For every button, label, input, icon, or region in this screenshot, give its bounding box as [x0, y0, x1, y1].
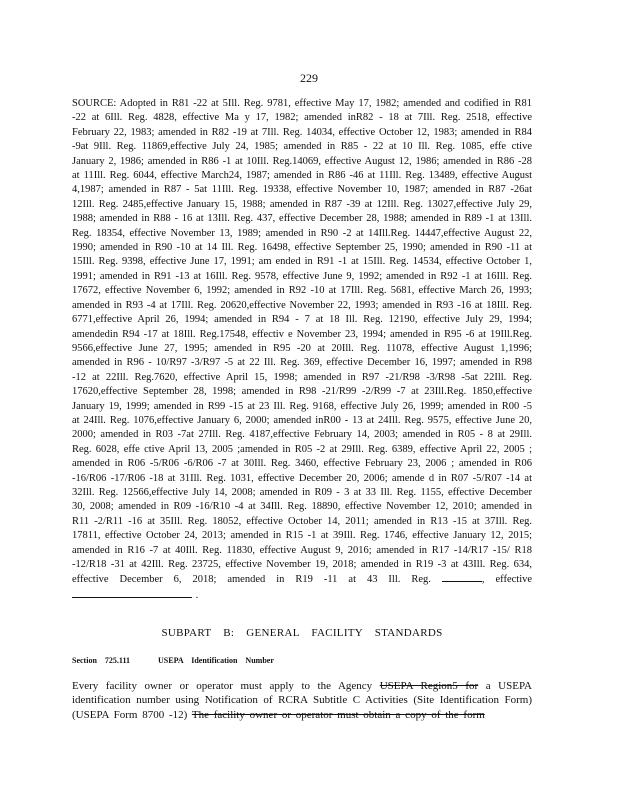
source-text: SOURCE: Adopted in R81 -22 at 5Ill. Reg. 9781, effective May 17, 1982; amended and codified in R81 -22 at 6Ill. Reg. 4828, effective Ma y 17, 1982; amended inR82 - 18 at 7Ill. Reg. 2518, effective February 22, 1983; amended in R82 -19 at 7Ill. Reg. 14034, effective October 12, 1983; amended in R84 -9at 9Ill. Reg. 11869,effective July 24, 1985; amended in R85 - 22 at 10 Ill. Reg. 1085, effe ctive January 2, 1986; amended in R86 -1 at 10Ill. Reg.14069, effective August 12, 1986; amended in R86 -28 at 11Ill. Reg. 6044, effective March24, 1987; amended in R86 -46 at 11Ill. Reg. 13489, effective August 4,1987; amended in R87 - 5at 11Ill. Reg. 19338, effective November 10, 1987; amended in R87 -26at 12Ill. Reg. 2485,effective January 15, 1988; amended in R87 -39 at 12Ill. Reg. 13027,effective July 29, 1988; amended in R88 - 16 at 13Ill. Reg. 437, effective December 28, 1988; amended in R89 -1 at 13Ill. Reg. 18354, effective November 13, 1989; amended in R90 -2 at 14Ill.Reg. 14447,effective August 22, 1990; amended in R90 -10 at 14 Ill. Reg. 16498, effective September 25, 1990; amended in R90 -11 at 15Ill. Reg. 9398, effective June 17, 1991; am ended in R91 -1 at 15Ill. Reg. 14534, effective October 1, 1991; amended in R91 -13 at 16Ill. Reg. 9578, effective June 9, 1992; amended in R92 -1 at 16Ill. Reg. 17672, effective November 6, 1992; amended in R92 -10 at 17Ill. Reg. 5681, effective March 26, 1993; amended in R93 -4 at 17Ill. Reg. 20620,effective November 22, 1993; amended in R93 -16 at 18Ill. Reg. 6771,effective April 26, 1994; amended in R94 - 7 at 18 Ill. Reg. 12190, effective July 29, 1994; amendedin R94 -17 at 18Ill. Reg.17548, effectiv e November 23, 1994; amended in R95 -6 at 19Ill.Reg. 9566,effective June 27, 1995; amended in R95 -20 at 20Ill. Reg. 11078, effective August 1,1996; amended in R96 - 10/R97 -3/R97 -5 at 22 Ill. Reg. 369, effective December 16, 1997; amended in R98 -12 at 22Ill. Reg.7620, effective April 15, 1998; amended in R97 -21/R98 -3/R98 -5at 22Ill. Reg. 17620,effective September 28, 1998; amended in R98 -21/R99 -2/R99 -7 at 23Ill.Reg. 1850,effective January 19, 1999; amended in R99 -15 at 23 Ill. Reg. 9168, effective July 26, 1999; amended in R00 -5 at 24Ill. Reg. 1076,effective January 6, 2000; amended inR00 - 13 at 24Ill. Reg. 9575, effective June 20, 2000; amended in R03 -7at 27Ill. Reg. 4187,effective February 14, 2003; amended in R05 - 8 at 29Ill. Reg. 6028, effe ctive April 13, 2005 ;amended in R05 -2 at 29Ill. Reg. 6389, effective April 22, 2005 ; amended in R06 -5/R06 -6/R06 -7 at 30Ill. Reg. 3460, effective February 23, 2006 ; amended in R06 -16/R06 -17/R06 -18 at 31Ill. Reg. 1031, effective December 20, 2006; amende d in R07 -5/R07 -14 at 32Ill. Reg. 12566,effective July 14, 2008; amended in R09 - 3 at 33 Ill. Reg. 1155, effective December 30, 2008; amended in R09 -16/R10 -4 at 34Ill. Reg. 18890, effective November 12, 2010; amended in R11 -2/R11 -16 at 35Ill. Reg. 18052, effective October 14, 2011; amended in R13 -15 at 37Ill. Reg. 17811, effective October 24, 2013; amended in R15 -1 at 39Ill. Reg. 1746, effective January 12, 2015; amended in R16 -7 at 40Ill. Reg. 11830, effective August 9, 2016; amended in R17 -14/R17 -15/ R18 -12/R18 -31 at 42Ill. Reg. 23725, effective November 19, 2018; amended in R19 -3 at 43Ill. Reg. 634, effective December 6, 2018; amended in R19 -11 at 43 Ill. Reg. — [72, 98, 532, 586]
section-title: USEPA Identification Number — [158, 656, 274, 665]
source-note: SOURCE: Adopted in R81 -22 at 5Ill. Reg. 9781, effective May 17, 1982; amended and codified in R81 -22 at 6Ill. Reg. 4828, effective Ma y 17, 1982; amended inR82 - 18 at 7Ill. Reg. 2518, effective February 22, 1983; amended in R82 -19 at 7Ill. Reg. 14034, effective October 12, 1983; amended in R84 -9at 9Ill. Reg. 11869,effective July 24, 1985; amended in R85 - 22 at 10 Ill. Reg. 1085, effe ctive January 2, 1986; amended in R86 -1 at 10Ill. Reg.14069, effective August 12, 1986; amended in R86 -28 at 11Ill. Reg. 6044, effective March24, 1987; amended in R86 -46 at 11Ill. Reg. 13489, effective August 4,1987; amended in R87 - 5at 11Ill. Reg. 19338, effective November 10, 1987; amended in R87 -26at 12Ill. Reg. 2485,effective January 15, 1988; amended in R87 -39 at 12Ill. Reg. 13027,effective July 29, 1988; amended in R88 - 16 at 13Ill. Reg. 437, effective December 28, 1988; amended in R89 -1 at 13Ill. Reg. 18354, effective November 13, 1989; amended in R90 -2 at 14Ill.Reg. 14447,effective August 22, 1990; amended in R90 -10 at 14 Ill. Reg. 16498, effective September 25, 1990; amended in R90 -11 at 15Ill. Reg. 9398, effective June 17, 1991; am ended in R91 -1 at 15Ill. Reg. 14534, effective October 1, 1991; amended in R91 -13 at 16Ill. Reg. 9578, effective June 9, 1992; amended in R92 -1 at 16Ill. Reg. 17672, effective November 6, 1992; amended in R92 -10 at 17Ill. Reg. 5681, effective March 26, 1993; amended in R93 -4 at 17Ill. Reg. 20620,effective November 22, 1993; amended in R93 -16 at 18Ill. Reg. 6771,effective April 26, 1994; amended in R94 - 7 at 18 Ill. Reg. 12190, effective July 29, 1994; amendedin R94 -17 at 18Ill. Reg.17548, effectiv e November 23, 1994; amended in R95 -6 at 19Ill.Reg. 9566,effective June 27, 1995; amended in R95 -20 at 20Ill. Reg. 11078, effective August 1,1996; amended in R96 - 10/R97 -3/R97 -5 at 22 Ill. Reg. 369, effective December 16, 1997; amended in R98 -12 at 22Ill. Reg.7620, effective April 15, 1998; amended in R97 -21/R98 -3/R98 -5at 22Ill. Reg. 17620,effective September 28, 1998; amended in R98 -21/R99 -2/R99 -7 at 23Ill.Reg. 1850,effective January 19, 1999; amended in R99 -15 at 23 Ill. Reg. 9168, effective July 26, 1999; amended in R00 -5 at 24Ill. Reg. 1076,effective January 6, 2000; amended inR00 - 13 at 24Ill. Reg. 9575, effective June 20, 2000; amended in R03 -7at 27Ill. Reg. 4187,effective February 14, 2003; amended in R05 - 8 at 29Ill. Reg. 6028, effe ctive April 13, 2005 ;amended in R05 -2 at 29Ill. Reg. 6389, effective April 22, 2005 ; amended in R06 -5/R06 -6/R06 -7 at 30Ill. Reg. 3460, effective February 23, 2006 ; amended in R06 -16/R06 -17/R06 -18 at 31Ill. Reg. 1031, effective December 20, 2006; amende d in R07 -5/R07 -14 at 32Ill. Reg. 12566,effective July 14, 2008; amended in R09 - 3 at 33 Ill. Reg. 1155, effective December 30, 2008; amended in R09 -16/R10 -4 at 34Ill. Reg. 18890, effective November 12, 2010; amended in R11 -2/R11 -16 at 35Ill. Reg. 18052, effective October 14, 2011; amended in R13 -15 at 37Ill. Reg. 17811, effective October 24, 2013; amended in R15 -1 at 39Ill. Reg. 1746, effective January 12, 2015; amended in R16 -7 at 40Ill. Reg. 11830, effective August 9, 2016; amended in R17 -14/R17 -15/ R18 -12/R18 -31 at 42Ill. Reg. 23725, effective November 19, 2018; amended in R19 -3 at 43Ill. Reg. 634, effective December 6, 2018; amended in R19 -11 at 43 Ill. Reg. , effective . — [72, 98, 533, 601]
blank-date-line — [72, 588, 192, 598]
blank-page-line — [442, 572, 482, 582]
section-number: Section 725.111 — [72, 656, 131, 665]
struck-text-form: The facility owner or operator must obtain a copy of the form — [191, 708, 485, 721]
section-body — [72, 679, 532, 722]
page-number: 229 — [300, 71, 318, 85]
source-end-period: . — [195, 589, 199, 601]
section-text-middle: a USEPA identification number using Notification of RCRA Subtitle C Activities (Site Identification Form) (USEPA Form 8700 -12) — [72, 680, 533, 721]
source-effective-word: effective — [495, 574, 533, 586]
subpart-heading: SUBPART B: GENERAL FACILITY STANDARDS — [161, 627, 443, 639]
section-text-before: Every facility owner or operator must apply to the Agency — [72, 680, 380, 692]
struck-text-region: USEPA Region5 for — [379, 680, 479, 692]
section-heading — [72, 656, 372, 665]
